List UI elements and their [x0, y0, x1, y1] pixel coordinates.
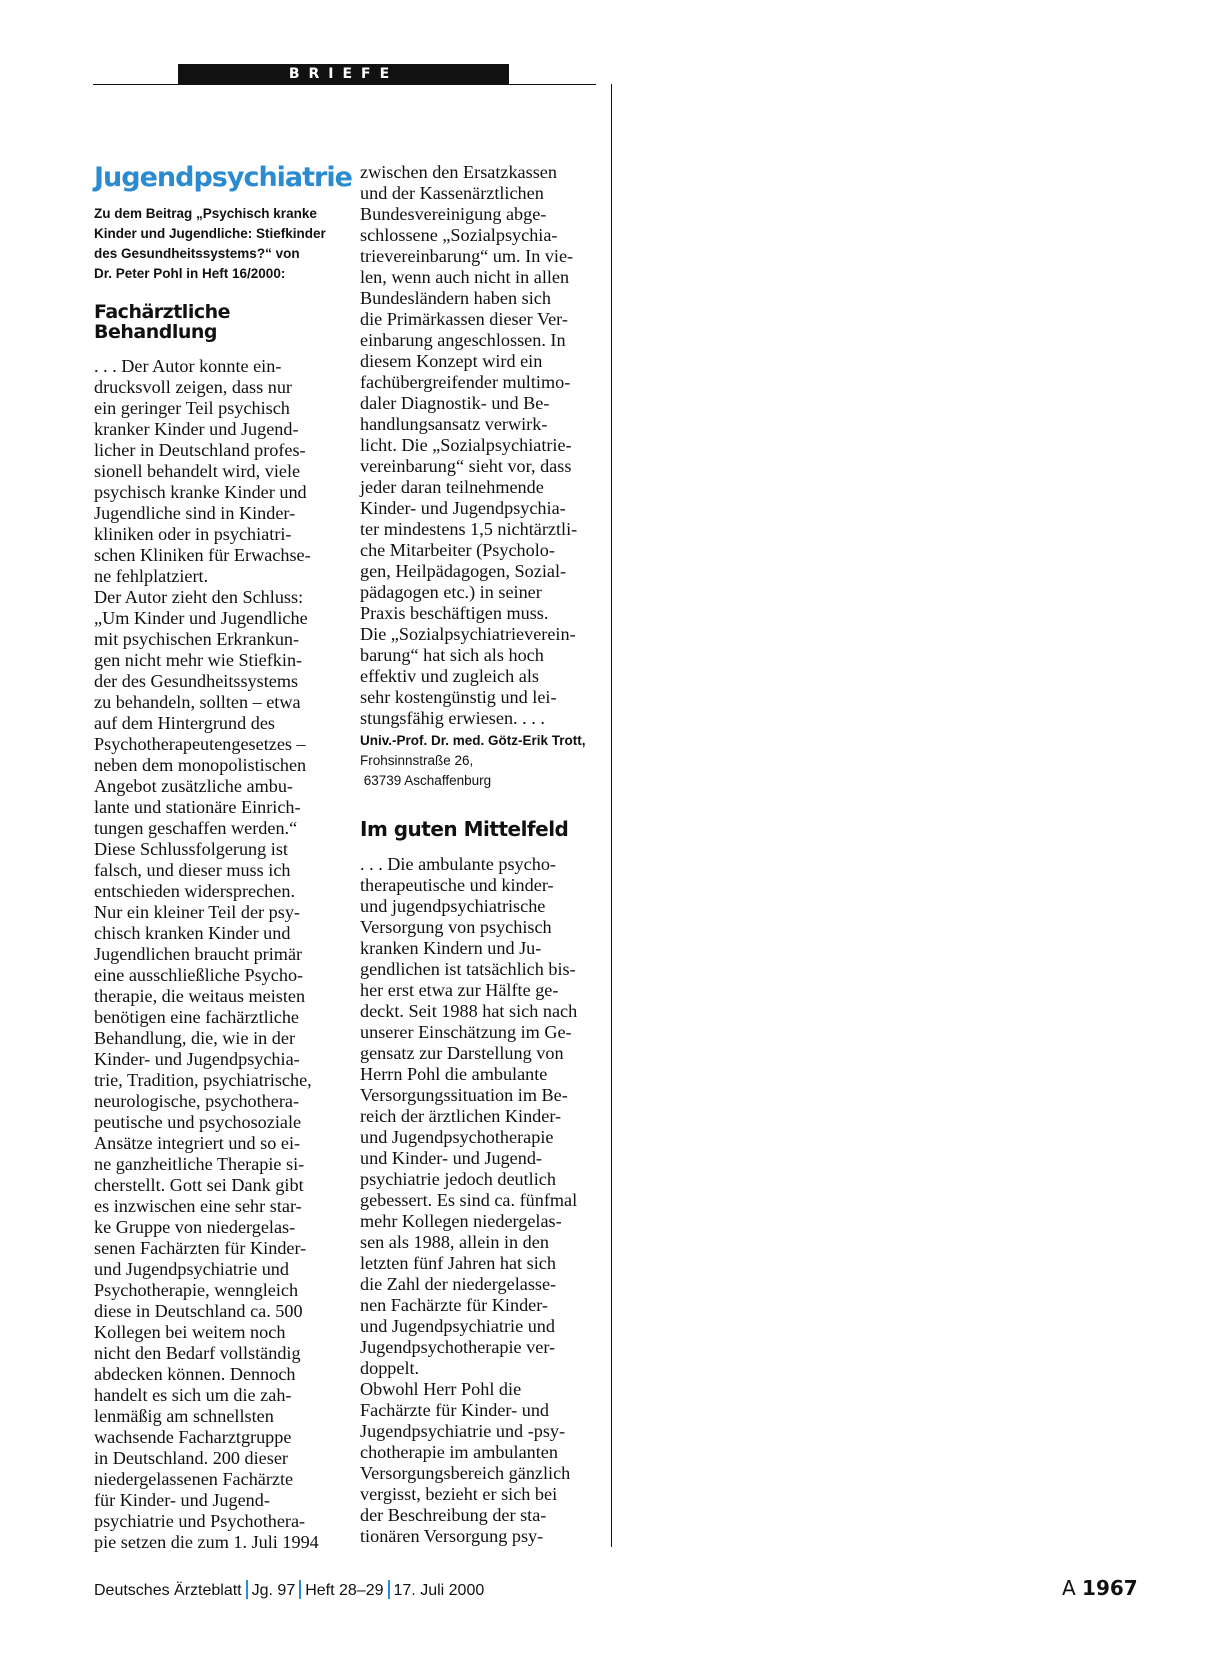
body-line: fachübergreifender multimo-	[360, 372, 571, 392]
body-line: entschieden widersprechen.	[94, 881, 295, 901]
body-line: Der Autor zieht den Schluss:	[94, 587, 304, 607]
body-line: che Mitarbeiter (Psycholo-	[360, 540, 555, 560]
body-line: sehr kostengünstig und lei-	[360, 687, 557, 707]
body-line: in Deutschland. 200 dieser	[94, 1448, 288, 1468]
body-line: len, wenn auch nicht in allen	[360, 267, 570, 287]
letter1-heading-line: Behandlung	[94, 321, 218, 343]
body-line: zu behandeln, sollten – etwa	[94, 692, 301, 712]
body-line: licht. Die „Sozialpsychiatrie-	[360, 435, 572, 455]
body-line: Ansätze integriert und so ei-	[94, 1133, 301, 1153]
page-number-value: 1967	[1082, 1576, 1138, 1600]
letter1-body-part1	[94, 356, 334, 1553]
signature-city: 63739 Aschaffenburg	[360, 773, 492, 788]
column-left	[94, 162, 352, 1553]
body-line: und der Kassenärztlichen	[360, 183, 544, 203]
body-line: zwischen den Ersatzkassen	[360, 162, 557, 182]
footer-separator	[246, 1580, 248, 1599]
body-line: barung“ hat sich als hoch	[360, 645, 544, 665]
body-line: Kinder- und Jugendpsychia-	[94, 1049, 300, 1069]
body-line: Die „Sozialpsychiatrieverein-	[360, 624, 576, 644]
body-line: gebessert. Es sind ca. fünfmal	[360, 1190, 578, 1210]
body-line: Jugendliche sind in Kinder-	[94, 503, 296, 523]
letter1-signature	[360, 731, 605, 791]
page-number	[1062, 1576, 1138, 1600]
intro-line: Zu dem Beitrag „Psychisch kranke	[94, 206, 317, 221]
body-line: nicht den Bedarf vollständig	[94, 1343, 301, 1363]
letter1-body-part2	[360, 162, 605, 729]
body-line: chisch kranken Kinder und	[94, 923, 291, 943]
body-line: der Beschreibung der sta-	[360, 1505, 547, 1525]
body-line: kranker Kinder und Jugend-	[94, 419, 299, 439]
body-line: gensatz zur Darstellung von	[360, 1043, 564, 1063]
body-line: und Kinder- und Jugend-	[360, 1148, 542, 1168]
body-line: schlossene „Sozialpsychia-	[360, 225, 558, 245]
body-line: therapeutische und kinder-	[360, 875, 554, 895]
body-line: falsch, und dieser muss ich	[94, 860, 291, 880]
footer-journal: Deutsches Ärzteblatt	[94, 1582, 242, 1599]
body-line: tungen geschaffen werden.“	[94, 818, 298, 838]
body-line: ein geringer Teil psychisch	[94, 398, 290, 418]
column-divider	[611, 84, 612, 1547]
body-line: peutische und psychosoziale	[94, 1112, 302, 1132]
body-line: trie, Tradition, psychiatrische,	[94, 1070, 312, 1090]
section-header: BRIEFE	[178, 64, 509, 84]
body-line: handlungsansatz verwirk-	[360, 414, 548, 434]
body-line: für Kinder- und Jugend-	[94, 1490, 270, 1510]
body-line: pädagogen etc.) in seiner	[360, 582, 542, 602]
body-line: daler Diagnostik- und Be-	[360, 393, 550, 413]
body-line: Kollegen bei weitem noch	[94, 1322, 286, 1342]
body-line: Fachärzte für Kinder- und	[360, 1400, 550, 1420]
body-line: . . . Der Autor konnte ein-	[94, 356, 282, 376]
body-line: mehr Kollegen niedergelas-	[360, 1211, 562, 1231]
header-rule	[93, 84, 596, 85]
footer-separator	[299, 1580, 301, 1599]
body-line: diese in Deutschland ca. 500	[94, 1301, 303, 1321]
body-line: und Jugendpsychiatrie und	[94, 1259, 289, 1279]
body-line: Jugendpsychiatrie und -psy-	[360, 1421, 566, 1441]
body-line: und Jugendpsychiatrie und	[360, 1316, 555, 1336]
body-line: jeder daran teilnehmende	[360, 477, 544, 497]
body-line: vereinbarung“ sieht vor, dass	[360, 456, 572, 476]
body-line: therapie, die weitaus meisten	[94, 986, 306, 1006]
body-line: schen Kliniken für Erwachse-	[94, 545, 311, 565]
body-line: und Jugendpsychotherapie	[360, 1127, 554, 1147]
body-line: gen nicht mehr wie Stiefkin-	[94, 650, 303, 670]
article-title: Jugendpsychiatrie	[94, 162, 352, 193]
body-line: ne fehlplatziert.	[94, 566, 209, 586]
body-line: und jugendpsychiatrische	[360, 896, 546, 916]
letter1-heading-line: Fachärztliche	[94, 301, 231, 323]
body-line: die Zahl der niedergelasse-	[360, 1274, 557, 1294]
body-line: gen, Heilpädagogen, Sozial-	[360, 561, 567, 581]
body-line: Obwohl Herr Pohl die	[360, 1379, 522, 1399]
body-line: Praxis beschäftigen muss.	[360, 603, 549, 623]
body-line: handelt es sich um die zah-	[94, 1385, 292, 1405]
signature-name: Univ.-Prof. Dr. med. Götz-Erik Trott,	[360, 733, 586, 748]
footer-issue: Heft 28–29	[305, 1582, 384, 1599]
body-line: trievereinbarung“ um. In vie-	[360, 246, 574, 266]
body-line: cherstellt. Gott sei Dank gibt	[94, 1175, 304, 1195]
page-footer	[94, 1580, 484, 1600]
body-line: deckt. Seit 1988 hat sich nach	[360, 1001, 578, 1021]
body-line: diesem Konzept wird ein	[360, 351, 543, 371]
body-line: eine ausschließliche Psycho-	[94, 965, 304, 985]
body-line: lante und stationäre Einrich-	[94, 797, 301, 817]
body-line: . . . Die ambulante psycho-	[360, 854, 556, 874]
body-line: ter mindestens 1,5 nichtärztli-	[360, 519, 578, 539]
body-line: abdecken können. Dennoch	[94, 1364, 296, 1384]
intro-line: des Gesundheitssystems?“ von	[94, 246, 300, 261]
signature-street: Frohsinnstraße 26,	[360, 753, 474, 768]
body-line: stungsfähig erwiesen. . . .	[360, 708, 545, 728]
body-line: psychiatrie jedoch deutlich	[360, 1169, 556, 1189]
body-line: wachsende Facharztgruppe	[94, 1427, 292, 1447]
body-line: die Primärkassen dieser Ver-	[360, 309, 568, 329]
body-line: Bundesländern haben sich	[360, 288, 551, 308]
article-intro	[94, 204, 334, 284]
body-line: psychisch kranke Kinder und	[94, 482, 307, 502]
body-line: reich der ärztlichen Kinder-	[360, 1106, 562, 1126]
body-line: Psychotherapie, wenngleich	[94, 1280, 299, 1300]
body-line: der des Gesundheitssystems	[94, 671, 299, 691]
intro-line: Kinder und Jugendliche: Stiefkinder	[94, 226, 326, 241]
body-line: Versorgung von psychisch	[360, 917, 552, 937]
footer-separator	[388, 1580, 390, 1599]
body-line: letzten fünf Jahren hat sich	[360, 1253, 556, 1273]
body-line: Bundesvereinigung abge-	[360, 204, 547, 224]
body-line: Behandlung, die, wie in der	[94, 1028, 296, 1048]
body-line: Versorgungssituation im Be-	[360, 1085, 568, 1105]
body-line: einbarung angeschlossen. In	[360, 330, 566, 350]
body-line: licher in Deutschland profes-	[94, 440, 306, 460]
letter2-body	[360, 854, 605, 1547]
body-line: senen Fachärzten für Kinder-	[94, 1238, 307, 1258]
body-line: doppelt.	[360, 1358, 420, 1378]
footer-date: 17. Juli 2000	[393, 1582, 485, 1599]
body-line: ne ganzheitliche Therapie si-	[94, 1154, 305, 1174]
body-line: effektiv und zugleich als	[360, 666, 539, 686]
letter2-heading: Im guten Mittelfeld	[360, 817, 569, 841]
body-line: gendlichen ist tatsächlich bis-	[360, 959, 576, 979]
body-line: sen als 1988, allein in den	[360, 1232, 549, 1252]
body-line: auf dem Hintergrund des	[94, 713, 275, 733]
body-line: kranken Kindern und Ju-	[360, 938, 542, 958]
letter1-heading	[94, 302, 334, 342]
body-line: es inzwischen eine sehr star-	[94, 1196, 302, 1216]
body-line: unserer Einschätzung im Ge-	[360, 1022, 572, 1042]
body-line: pie setzen die zum 1. Juli 1994	[94, 1532, 319, 1552]
body-line: Psychotherapeutengesetzes –	[94, 734, 306, 754]
body-line: Versorgungsbereich gänzlich	[360, 1463, 571, 1483]
column-right	[360, 162, 605, 1547]
body-line: niedergelassenen Fachärzte	[94, 1469, 294, 1489]
body-line: Jugendpsychotherapie ver-	[360, 1337, 556, 1357]
body-line: Angebot zusätzliche ambu-	[94, 776, 293, 796]
body-line: benötigen eine fachärztliche	[94, 1007, 300, 1027]
body-line: „Um Kinder und Jugendliche	[94, 608, 308, 628]
body-line: kliniken oder in psychiatri-	[94, 524, 292, 544]
body-line: mit psychischen Erkrankun-	[94, 629, 300, 649]
body-line: her erst etwa zur Hälfte ge-	[360, 980, 559, 1000]
body-line: Diese Schlussfolgerung ist	[94, 839, 288, 859]
intro-line: Dr. Peter Pohl in Heft 16/2000:	[94, 266, 286, 281]
body-line: Nur ein kleiner Teil der psy-	[94, 902, 300, 922]
body-line: vergisst, bezieht er sich bei	[360, 1484, 558, 1504]
body-line: nen Fachärzte für Kinder-	[360, 1295, 548, 1315]
body-line: drucksvoll zeigen, dass nur	[94, 377, 292, 397]
body-line: neurologische, psychothera-	[94, 1091, 300, 1111]
body-line: chotherapie im ambulanten	[360, 1442, 558, 1462]
body-line: Jugendlichen braucht primär	[94, 944, 303, 964]
body-line: sionell behandelt wird, viele	[94, 461, 301, 481]
body-line: neben dem monopolistischen	[94, 755, 307, 775]
body-line: psychiatrie und Psychothera-	[94, 1511, 306, 1531]
body-line: Herrn Pohl die ambulante	[360, 1064, 548, 1084]
body-line: tionären Versorgung psy-	[360, 1526, 544, 1546]
body-line: Kinder- und Jugendpsychia-	[360, 498, 566, 518]
body-line: lenmäßig am schnellsten	[94, 1406, 274, 1426]
body-line: ke Gruppe von niedergelas-	[94, 1217, 296, 1237]
page-prefix: A	[1062, 1576, 1076, 1600]
footer-volume: Jg. 97	[251, 1582, 296, 1599]
